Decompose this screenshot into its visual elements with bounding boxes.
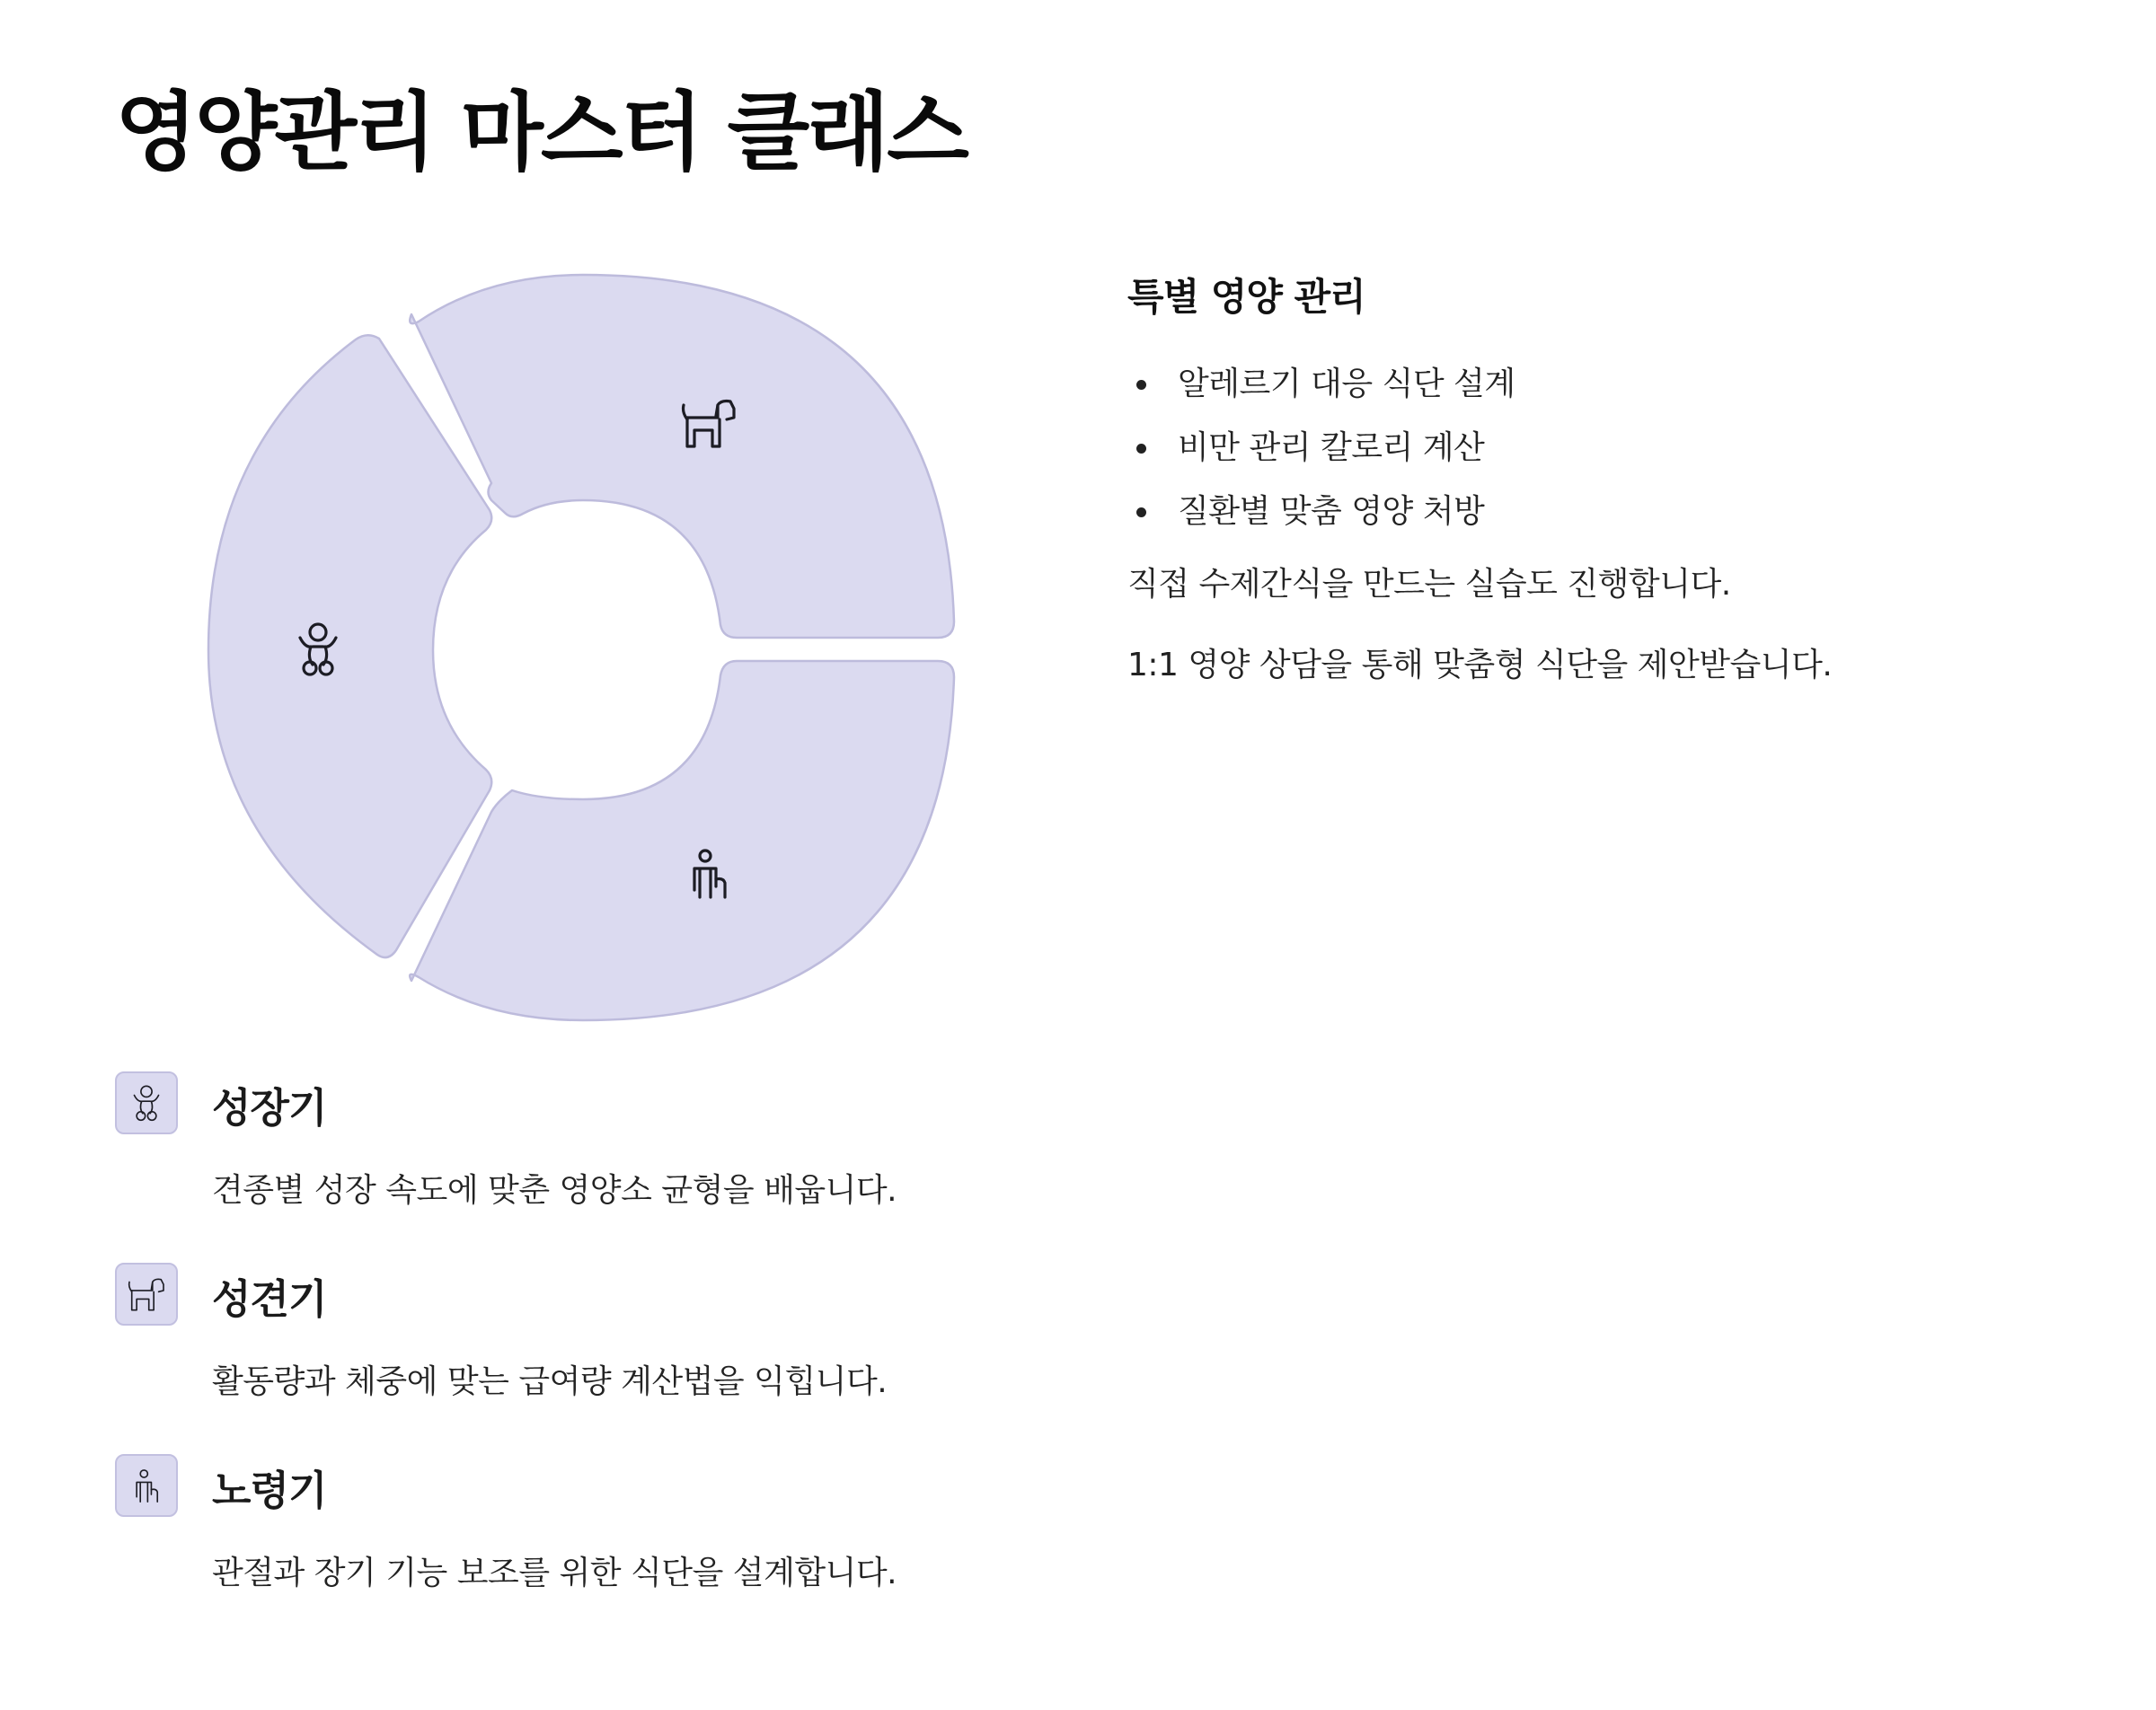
donut-segment-senior[interactable] <box>410 661 954 1020</box>
stage-senior-badge <box>115 1454 178 1517</box>
stage-growth-badge <box>115 1071 178 1134</box>
stage-adult <box>0 1263 1078 1400</box>
practice-paragraph: 직접 수제간식을 만드는 실습도 진행합니다. <box>1127 566 1731 603</box>
donut-segment-growth-shape[interactable] <box>208 335 491 957</box>
list-item: 비만 관리 칼로리 계산 <box>1127 416 2062 480</box>
dog-icon <box>117 1265 176 1324</box>
stage-growth-description: 견종별 성장 속도에 맞춘 영양소 균형을 배웁니다. <box>212 1172 897 1209</box>
page-title: 영양관리 마스터 클래스 <box>115 84 967 182</box>
stage-adult-badge <box>115 1263 178 1326</box>
donut-segment-growth[interactable] <box>208 335 491 957</box>
special-care-heading: 특별 영양 관리 <box>1127 275 1365 319</box>
baby-icon <box>117 1073 176 1133</box>
donut-segment-adult[interactable] <box>410 275 954 638</box>
list-item: 알레르기 대응 식단 설계 <box>1127 352 2062 416</box>
senior-with-cane-icon <box>117 1456 176 1515</box>
special-care-list <box>1127 352 2062 543</box>
stage-adult-title: 성견기 <box>212 1275 327 1323</box>
lifecycle-donut-diagram <box>0 0 1078 1042</box>
stage-senior-title: 노령기 <box>212 1467 327 1514</box>
donut-segment-senior-shape[interactable] <box>410 661 954 1020</box>
stage-senior-description: 관절과 장기 기능 보조를 위한 식단을 설계합니다. <box>212 1555 897 1591</box>
stage-growth <box>0 1071 1078 1209</box>
stage-adult-description: 활동량과 체중에 맞는 급여량 계산법을 익힙니다. <box>212 1363 888 1400</box>
list-item: 질환별 맞춤 영양 처방 <box>1127 480 2062 543</box>
consultation-paragraph: 1:1 영양 상담을 통해 맞춤형 식단을 제안받습니다. <box>1127 647 1833 683</box>
donut-segment-adult-shape[interactable] <box>410 275 954 638</box>
special-care-panel <box>1127 268 2062 685</box>
stage-senior <box>0 1454 1078 1589</box>
stage-growth-title: 성장기 <box>212 1084 327 1132</box>
